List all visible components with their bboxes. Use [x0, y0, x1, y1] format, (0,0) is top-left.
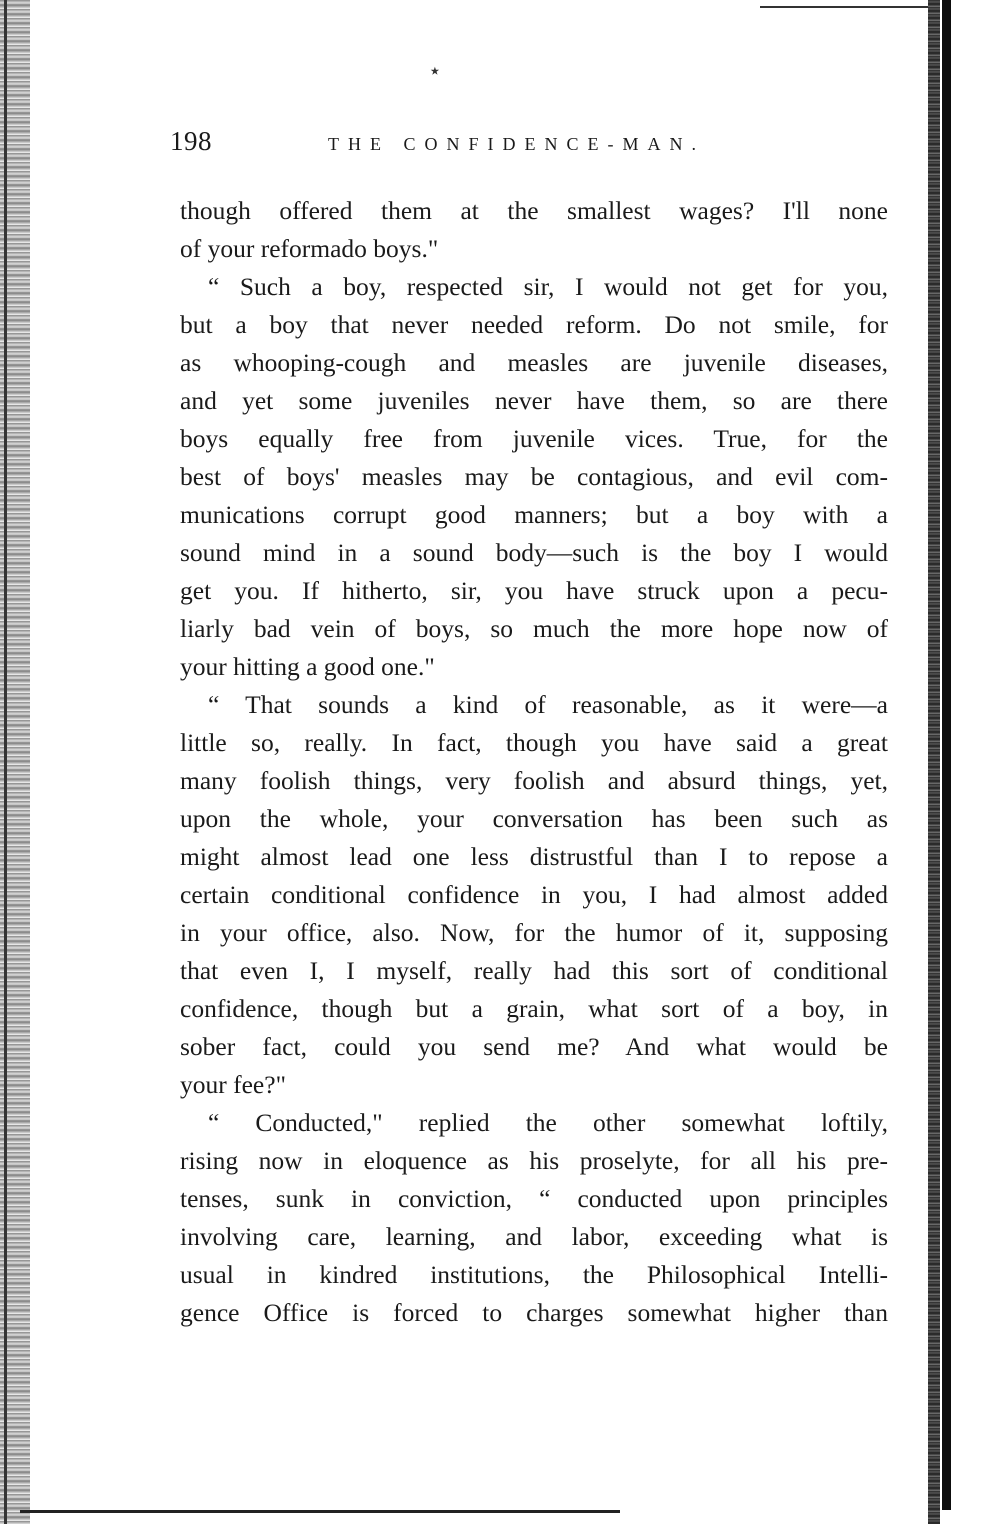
scan-gutter-left [0, 0, 30, 1524]
text-line: involving care, learning, and labor, exceeding what is [180, 1222, 888, 1251]
text-line: munications corrupt good manners; but a boy with a [180, 500, 888, 529]
text-line: “ Such a boy, respected sir, I would not get for you, [208, 272, 888, 301]
text-line: might almost lead one less distrustful than I to repose a [180, 842, 888, 871]
scan-top-edge [760, 6, 940, 8]
text-line: but a boy that never needed reform. Do not smile, for [180, 310, 888, 339]
scan-binding-right [928, 0, 940, 1524]
text-line: “ Conducted," replied the other somewhat loftily, [208, 1108, 888, 1137]
text-line: your fee?" [180, 1070, 286, 1099]
text-line: “ That sounds a kind of reasonable, as it were—a [208, 690, 888, 719]
text-line: rising now in eloquence as his proselyte, for all his pre- [180, 1146, 888, 1175]
text-line: of your reformado boys." [180, 234, 439, 263]
page-header [170, 126, 890, 166]
ink-speck: ⋆ [428, 58, 442, 83]
text-line: sound mind in a sound body—such is the boy I would [180, 538, 888, 567]
text-line: that even I, I myself, really had this sort of conditional [180, 956, 888, 985]
text-line: usual in kindred institutions, the Philosophical Intelli- [180, 1260, 888, 1289]
text-line: as whooping-cough and measles are juvenile diseases, [180, 348, 888, 377]
running-title: THE CONFIDENCE-MAN. [328, 134, 705, 154]
text-line: many foolish things, very foolish and absurd things, yet, [180, 766, 888, 795]
text-line: certain conditional confidence in you, I had almost added [180, 880, 888, 909]
body-text [180, 192, 888, 1332]
text-line: liarly bad vein of boys, so much the more hope now of [180, 614, 888, 643]
text-line: your hitting a good one." [180, 652, 435, 681]
text-line: sober fact, could you send me? And what would be [180, 1032, 888, 1061]
scan-edge-right [940, 0, 1000, 1524]
text-line: and yet some juveniles never have them, so are there [180, 386, 888, 415]
text-line: little so, really. In fact, though you have said a great [180, 728, 888, 757]
text-line: best of boys' measles may be contagious, and evil com- [180, 462, 888, 491]
text-line: upon the whole, your conversation has been such as [180, 804, 888, 833]
text-line: boys equally free from juvenile vices. True, for the [180, 424, 888, 453]
text-line: in your office, also. Now, for the humor of it, supposing [180, 918, 888, 947]
text-line: confidence, though but a grain, what sort of a boy, in [180, 994, 888, 1023]
text-line: get you. If hitherto, sir, you have struck upon a pecu- [180, 576, 888, 605]
text-line: tenses, sunk in conviction, “ conducted upon principles [180, 1184, 888, 1213]
page-number: 198 [170, 126, 212, 156]
text-line: gence Office is forced to charges somewhat higher than [180, 1298, 888, 1327]
scan-bottom-edge [20, 1510, 620, 1513]
text-line: though offered them at the smallest wages? I'll none [180, 196, 888, 225]
